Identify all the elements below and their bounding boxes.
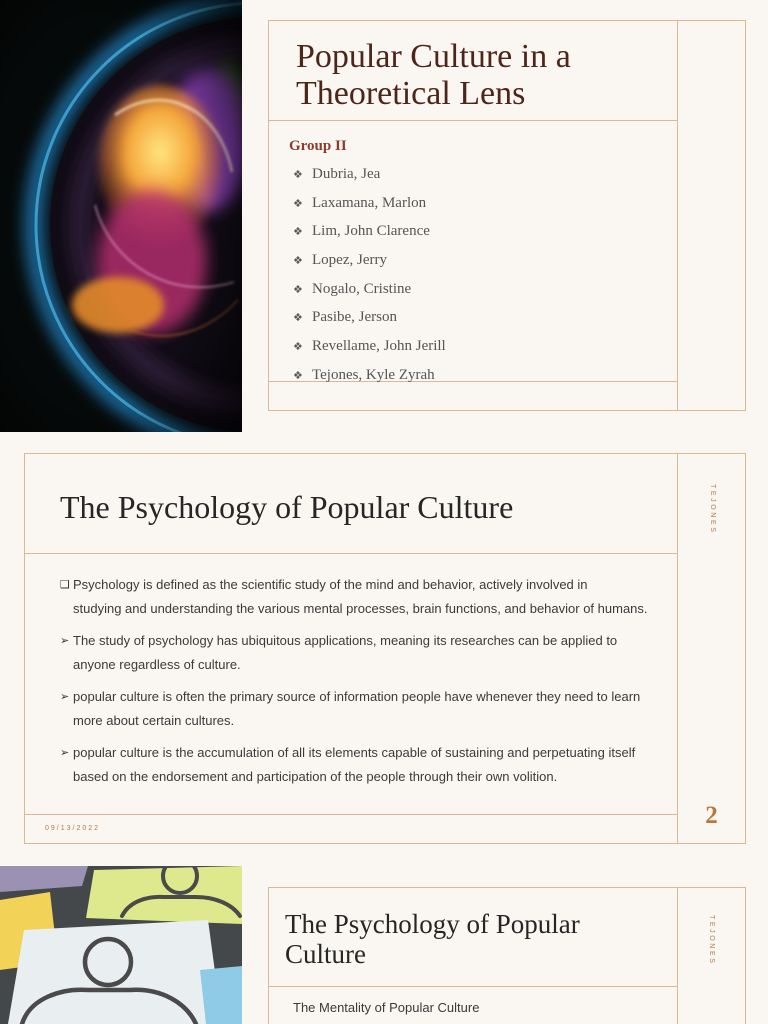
slide3-subtitle: The Mentality of Popular Culture [293, 1000, 480, 1015]
slide3-panel [268, 887, 746, 1024]
title-divider [269, 986, 677, 987]
member-name: Dubria, Jea [312, 165, 381, 182]
bullet-text-line: studying and understanding the various mental processes, brain functions, and behavior of humans. [73, 601, 648, 616]
bullet-item [60, 741, 670, 789]
diamond-bullet-icon: ❖ [293, 225, 303, 239]
member-item [293, 189, 446, 218]
diamond-bullet-icon: ❖ [293, 368, 303, 382]
member-item [293, 217, 446, 246]
side-author-label: TEJONES [708, 915, 715, 966]
bullet-text-line: based on the endorsement and participation of the people through their own volition. [73, 769, 558, 784]
member-name: Revellame, John Jerill [312, 337, 446, 354]
member-name: Pasibe, Jerson [312, 309, 397, 326]
member-item [293, 332, 446, 361]
member-name: Tejones, Kyle Zyrah [312, 366, 435, 383]
slide3-sticky-notes-image [0, 866, 242, 1024]
bullet-item [60, 685, 670, 733]
member-item [293, 160, 446, 189]
sticky-notes-graphic [0, 866, 242, 1024]
member-item [293, 275, 446, 304]
slide2-title: The Psychology of Popular Culture [60, 489, 514, 525]
slide-date: 09/13/2022 [45, 825, 101, 832]
panel-divider-vertical [677, 454, 678, 843]
diamond-bullet-icon: ❖ [293, 339, 303, 353]
member-item [293, 246, 446, 275]
diamond-bullet-icon: ❖ [293, 196, 303, 210]
side-author-label: TEJONES [709, 484, 716, 535]
group-label: Group II [289, 138, 347, 154]
bullet-text-line: anyone regardless of culture. [73, 657, 241, 672]
bullet-item [60, 573, 670, 621]
member-item [293, 361, 446, 390]
diamond-bullet-icon: ❖ [293, 311, 303, 325]
bullet-list [60, 573, 670, 797]
bullet-text-line: The study of psychology has ubiquitous applications, meaning its researches can be applied to [73, 633, 618, 648]
bullet-text-line: popular culture is the accumulation of all its elements capable of sustaining and perpetuating itself [73, 745, 636, 760]
member-list [293, 160, 446, 390]
diamond-bullet-icon: ❖ [293, 253, 303, 267]
title-divider [25, 553, 677, 554]
footer-divider [25, 814, 677, 815]
slide1-title: Popular Culture in a Theoretical Lens [296, 38, 571, 112]
slide1-title-panel [268, 20, 746, 411]
arrow-bullet-icon: ➢ [60, 746, 70, 759]
bullet-text-line: popular culture is often the primary source of information people have whenever they need to learn [73, 689, 641, 704]
member-name: Lopez, Jerry [312, 251, 387, 268]
page-number: 2 [705, 802, 718, 829]
slide2-panel [24, 453, 746, 844]
diamond-bullet-icon: ❖ [293, 282, 303, 296]
diamond-bullet-icon: ❖ [293, 167, 303, 181]
bullet-text-line: Psychology is defined as the scientific study of the mind and behavior, actively involved in [73, 577, 588, 592]
bullet-text-line: more about certain cultures. [73, 713, 235, 728]
member-name: Lim, John Clarence [312, 223, 430, 240]
member-name: Laxamana, Marlon [312, 194, 427, 211]
title-divider [269, 120, 677, 121]
bullet-item [60, 629, 670, 677]
abstract-lens-graphic [0, 0, 242, 432]
slide3-title: The Psychology of Popular Culture [285, 909, 580, 969]
panel-divider-vertical [677, 888, 678, 1024]
arrow-bullet-icon: ➢ [60, 634, 70, 647]
panel-divider-vertical [677, 21, 678, 410]
member-name: Nogalo, Cristine [312, 280, 412, 297]
member-item [293, 303, 446, 332]
square-bullet-icon: ❑ [60, 578, 70, 591]
slide1-lens-image [0, 0, 242, 432]
arrow-bullet-icon: ➢ [60, 690, 70, 703]
